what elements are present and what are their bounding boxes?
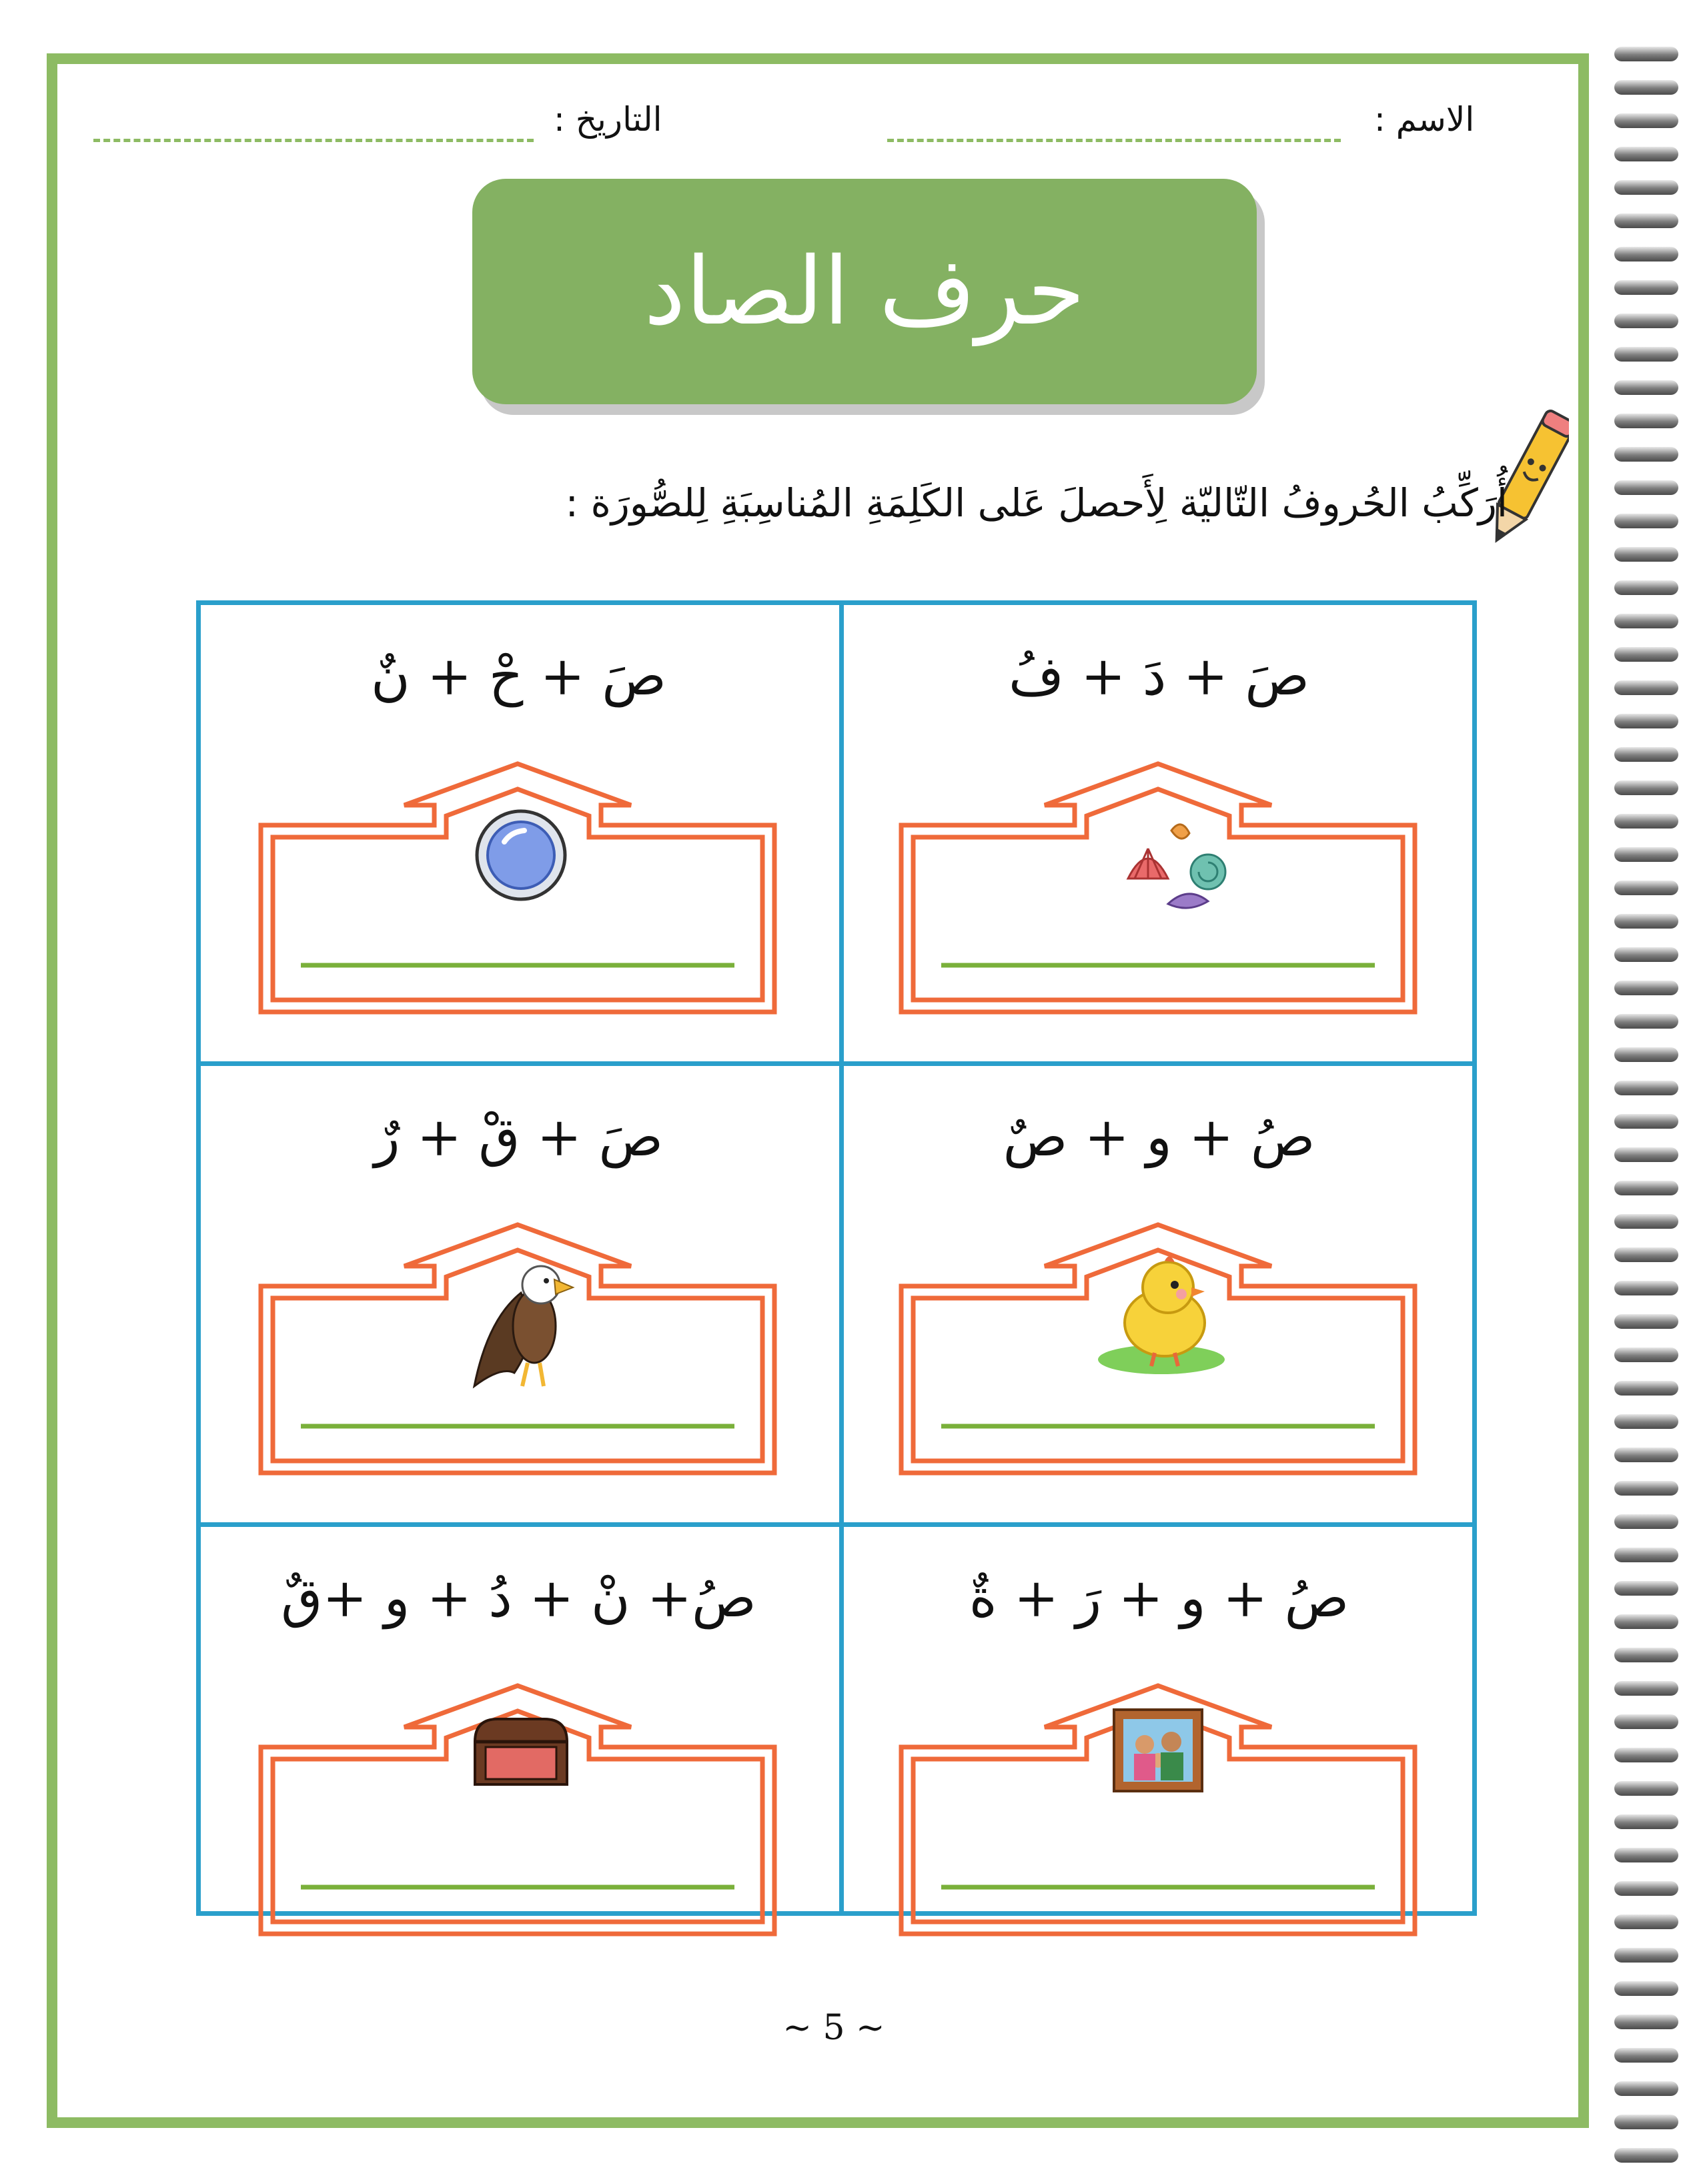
instruction-text: أُرَكِّبُ الحُروفُ التّاليّة لِأَحصلَ عَلى الكَلِمَةِ المُناسِبَةِ لِلصُّورَة : bbox=[565, 480, 1508, 526]
spiral-ring bbox=[1614, 480, 1678, 495]
spiral-ring bbox=[1614, 881, 1678, 895]
spiral-ring bbox=[1614, 1147, 1678, 1162]
spiral-ring bbox=[1614, 680, 1678, 695]
name-label: الاسم : bbox=[1374, 100, 1475, 139]
spiral-ring bbox=[1614, 280, 1678, 295]
exercise-cell bbox=[201, 1527, 836, 1983]
date-label: التاريخ : bbox=[554, 100, 662, 139]
spiral-ring bbox=[1614, 180, 1678, 195]
spiral-ring bbox=[1614, 213, 1678, 228]
spiral-ring bbox=[1614, 1414, 1678, 1429]
spiral-ring bbox=[1614, 1814, 1678, 1829]
spiral-ring bbox=[1614, 1848, 1678, 1862]
exercise-cell bbox=[201, 1066, 836, 1522]
spiral-ring bbox=[1614, 80, 1678, 95]
spiral-ring bbox=[1614, 247, 1678, 261]
spiral-binding bbox=[1614, 33, 1685, 2168]
spiral-ring bbox=[1614, 147, 1678, 161]
spiral-ring bbox=[1614, 1581, 1678, 1596]
spiral-ring bbox=[1614, 514, 1678, 528]
spiral-ring bbox=[1614, 1881, 1678, 1896]
exercise-cell bbox=[201, 605, 836, 1061]
pencil-icon bbox=[1489, 403, 1569, 556]
spiral-ring bbox=[1614, 2148, 1678, 2163]
spiral-ring bbox=[1614, 447, 1678, 462]
spiral-ring bbox=[1614, 1714, 1678, 1729]
spiral-ring bbox=[1614, 1548, 1678, 1562]
letters-equation: صَ + حْ + نٌ bbox=[371, 645, 666, 707]
plate-icon bbox=[471, 805, 571, 905]
letters-equation: صُ + و + صٌ bbox=[1003, 1106, 1315, 1168]
treasure-box-icon bbox=[471, 1715, 571, 1788]
spiral-ring bbox=[1614, 347, 1678, 362]
spiral-ring bbox=[1614, 1314, 1678, 1329]
spiral-ring bbox=[1614, 1181, 1678, 1195]
family-photo-icon bbox=[1111, 1707, 1205, 1794]
letters-equation: صُ+ نْ + دُ + و +قٌ bbox=[281, 1567, 756, 1629]
spiral-ring bbox=[1614, 947, 1678, 962]
spiral-ring bbox=[1614, 1114, 1678, 1129]
letters-equation: صَ + دَ + فُ bbox=[1008, 645, 1310, 707]
grid-divider bbox=[201, 1061, 1472, 1066]
spiral-ring bbox=[1614, 314, 1678, 328]
spiral-ring bbox=[1614, 1381, 1678, 1396]
spiral-ring bbox=[1614, 580, 1678, 595]
chick-icon bbox=[1095, 1246, 1228, 1380]
spiral-ring bbox=[1614, 1514, 1678, 1529]
spiral-ring bbox=[1614, 1948, 1678, 1963]
shells-icon bbox=[1115, 818, 1248, 919]
spiral-ring bbox=[1614, 1781, 1678, 1796]
spiral-ring bbox=[1614, 847, 1678, 862]
exercise-cell bbox=[841, 605, 1477, 1061]
spiral-ring bbox=[1614, 647, 1678, 662]
spiral-ring bbox=[1614, 1481, 1678, 1496]
spiral-ring bbox=[1614, 113, 1678, 128]
spiral-ring bbox=[1614, 1014, 1678, 1029]
spiral-ring bbox=[1614, 1648, 1678, 1662]
spiral-ring bbox=[1614, 1347, 1678, 1362]
spiral-ring bbox=[1614, 614, 1678, 628]
grid-divider bbox=[201, 1522, 1472, 1527]
spiral-ring bbox=[1614, 414, 1678, 428]
page-title: حرف الصاد bbox=[644, 237, 1085, 346]
spiral-ring bbox=[1614, 780, 1678, 795]
letters-equation: صُ + و + رَ + ةٌ bbox=[969, 1567, 1349, 1629]
spiral-ring bbox=[1614, 1281, 1678, 1295]
spiral-ring bbox=[1614, 914, 1678, 929]
spiral-ring bbox=[1614, 714, 1678, 728]
exercise-cell bbox=[841, 1527, 1477, 1983]
spiral-ring bbox=[1614, 1047, 1678, 1062]
page-number: ~ 5 ~ bbox=[782, 2008, 885, 2048]
spiral-ring bbox=[1614, 2115, 1678, 2129]
spiral-ring bbox=[1614, 2081, 1678, 2096]
spiral-ring bbox=[1614, 1214, 1678, 1229]
spiral-ring bbox=[1614, 1081, 1678, 1095]
spiral-ring bbox=[1614, 1748, 1678, 1762]
exercise-grid bbox=[196, 600, 1477, 1916]
date-field-line[interactable] bbox=[93, 139, 534, 142]
spiral-ring bbox=[1614, 2048, 1678, 2063]
falcon-icon bbox=[461, 1253, 581, 1400]
spiral-ring bbox=[1614, 1681, 1678, 1696]
spiral-ring bbox=[1614, 1247, 1678, 1262]
spiral-ring bbox=[1614, 981, 1678, 995]
title-banner bbox=[472, 179, 1257, 404]
spiral-ring bbox=[1614, 547, 1678, 562]
spiral-ring bbox=[1614, 2015, 1678, 2029]
spiral-ring bbox=[1614, 380, 1678, 395]
exercise-cell bbox=[841, 1066, 1477, 1522]
spiral-ring bbox=[1614, 1448, 1678, 1462]
name-field-line[interactable] bbox=[887, 139, 1341, 142]
spiral-ring bbox=[1614, 1981, 1678, 1996]
spiral-ring bbox=[1614, 1915, 1678, 1929]
spiral-ring bbox=[1614, 814, 1678, 829]
letters-equation: صَ + قْ + رٌ bbox=[374, 1106, 664, 1168]
spiral-ring bbox=[1614, 747, 1678, 762]
spiral-ring bbox=[1614, 1614, 1678, 1629]
spiral-ring bbox=[1614, 47, 1678, 61]
